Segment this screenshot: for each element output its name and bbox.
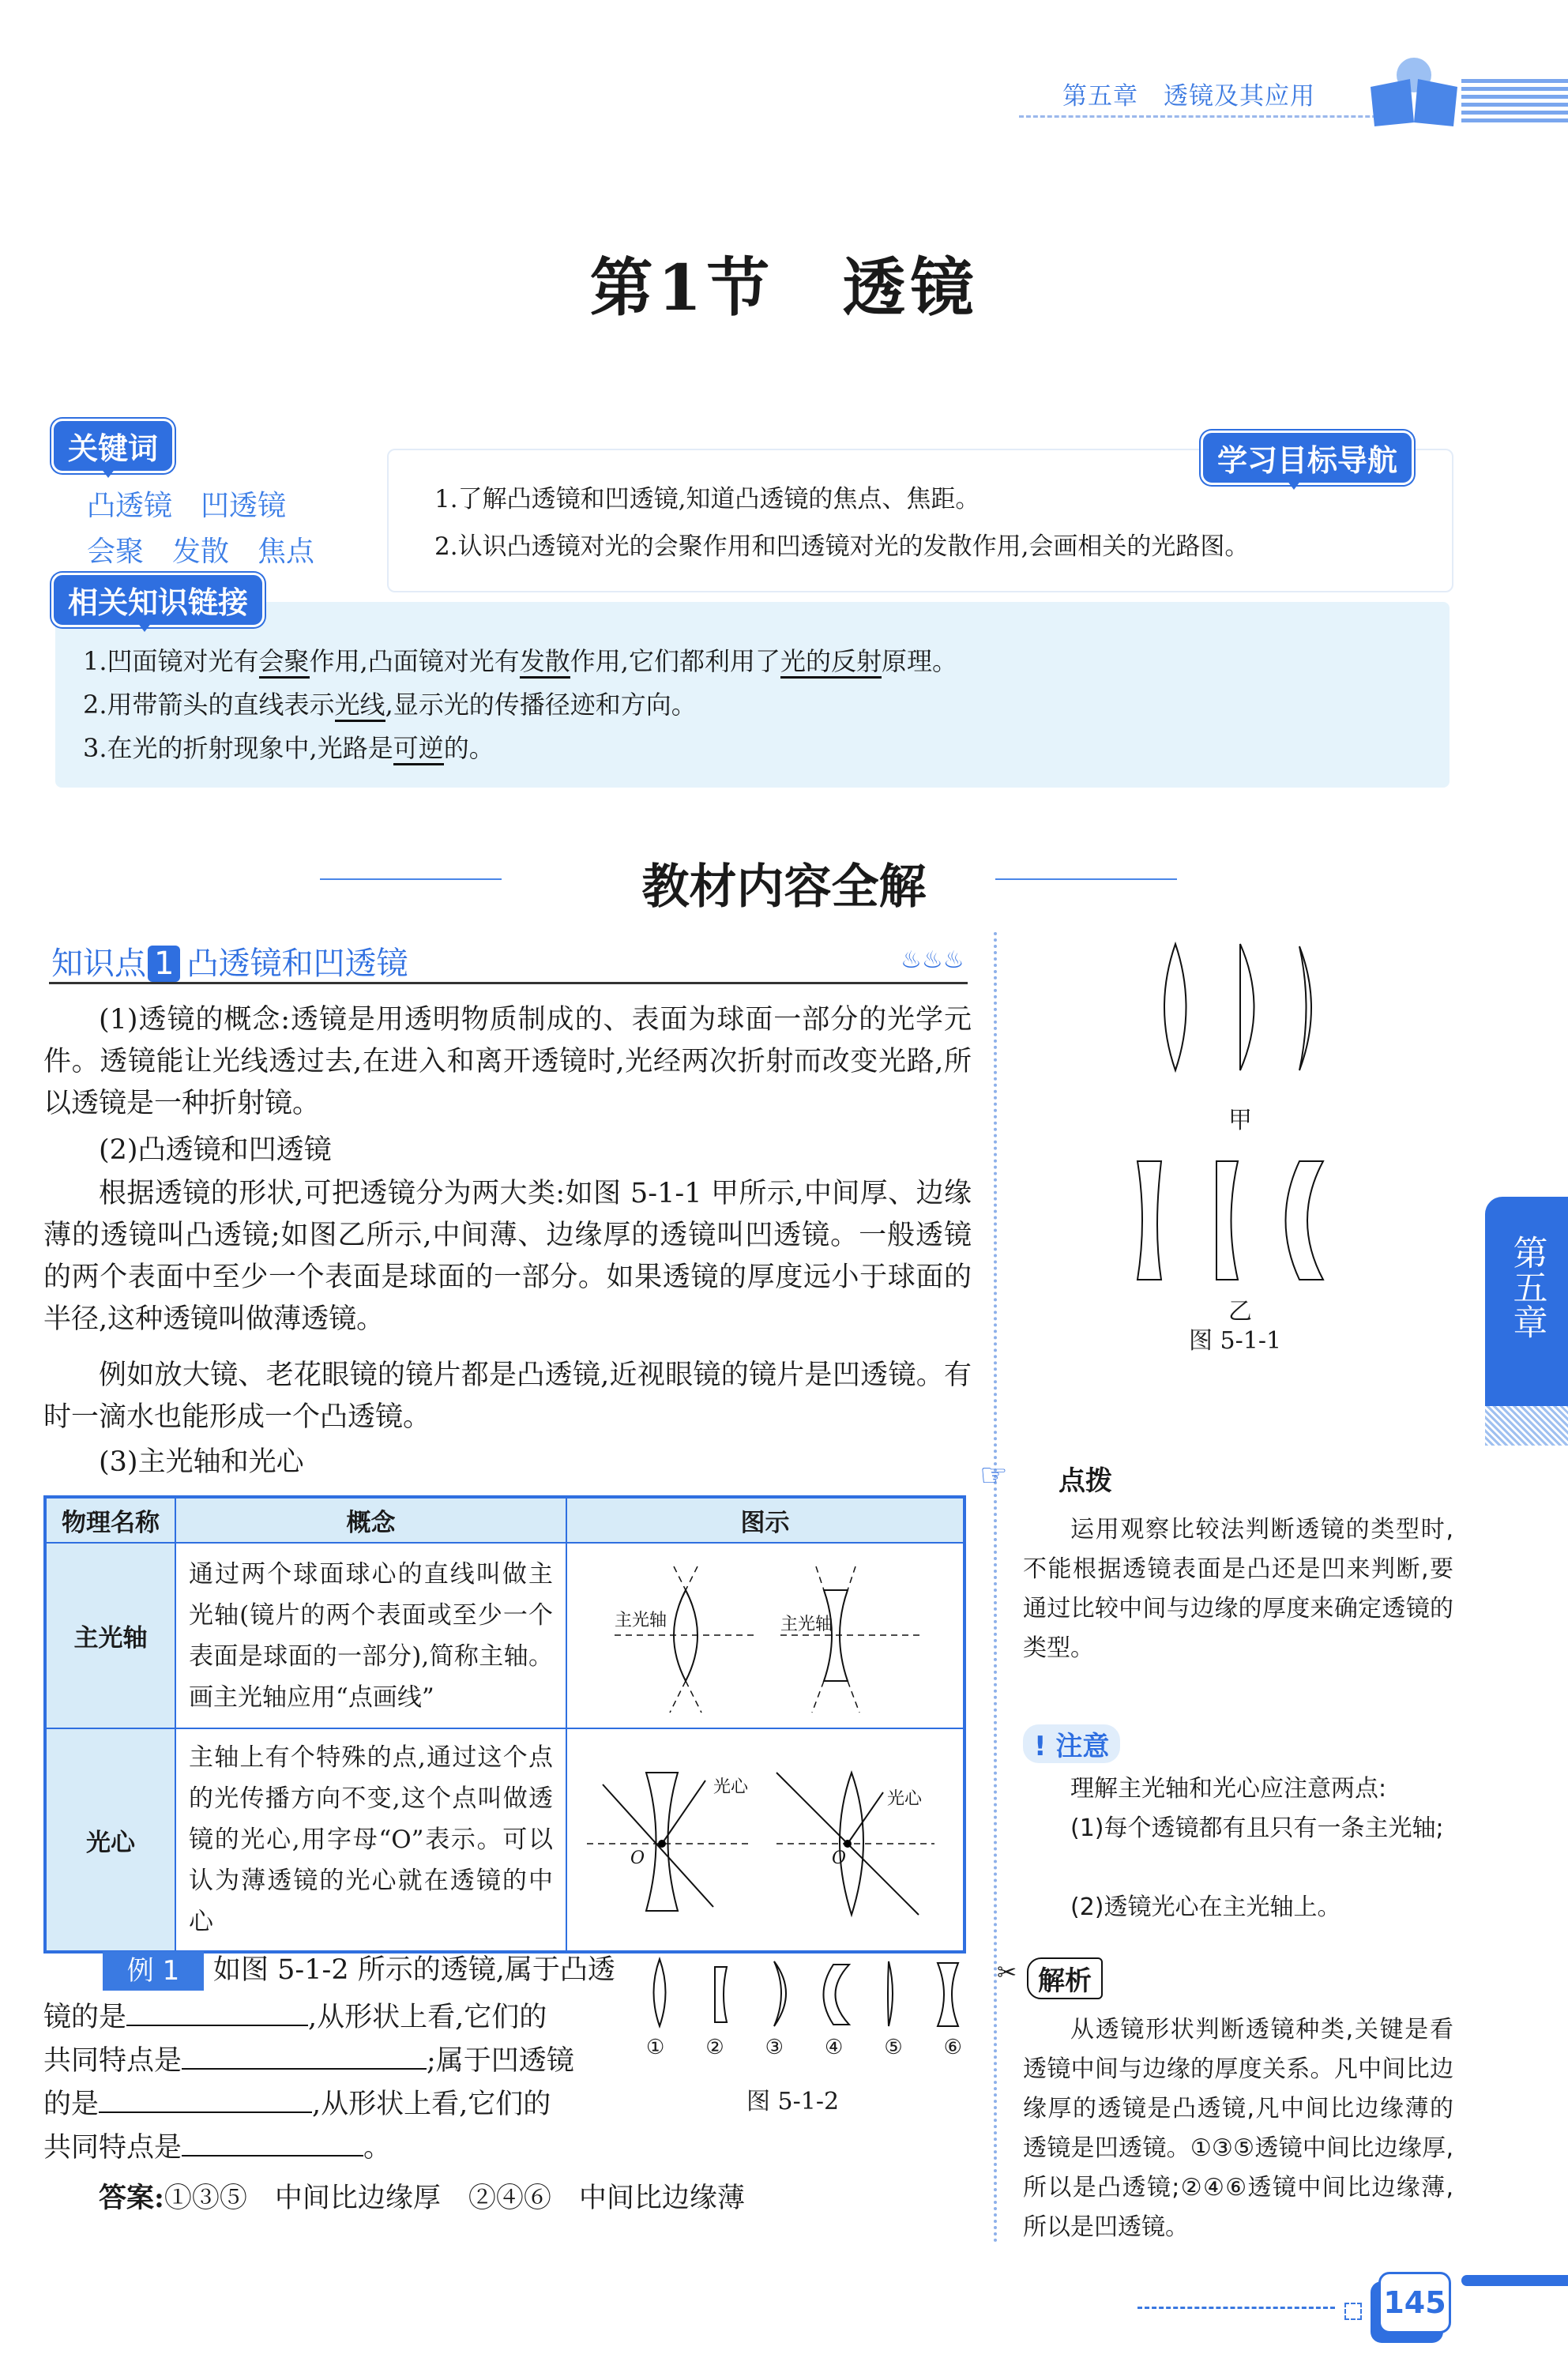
fig-label-a: 甲 [1228, 1107, 1252, 1134]
header-chapter: 第五章 [1062, 82, 1138, 111]
th-concept: 概念 [175, 1497, 566, 1543]
tip-text: 运用观察比较法判断透镜的类型时,不能根据透镜表面是凸还是凹来判断,要通过比较中间与边缘的厚度来确定透镜的类型。 [1023, 1516, 1453, 1662]
page-number: 145 [1378, 2272, 1451, 2333]
fig-caption: 图 5-1-1 [1189, 1327, 1282, 1355]
related-item-2: 2.用带箭头的直线表示光线,显示光的传播径迹和方向。 [83, 685, 697, 721]
goals-badge: 学习目标导航 [1201, 431, 1414, 485]
keywords-badge: 关键词 [51, 419, 175, 473]
svg-text:光心: 光心 [887, 1789, 923, 1809]
lens-numbers: ① ② ③ ④ ⑤ ⑥ [646, 2036, 962, 2059]
example-line: 共同特点是 ;属于凹透镜 [43, 2040, 628, 2083]
knowledge-point-header: 知识点 1 凸透镜和凹透镜 [51, 946, 408, 982]
row-name: 主光轴 [45, 1543, 175, 1728]
example-line: 的是 ,从形状上看,它们的 [43, 2083, 628, 2126]
chapter-tab[interactable]: 第五章 [1485, 1197, 1568, 1406]
svg-text:光心: 光心 [713, 1777, 749, 1797]
related-item-1: 1.凹面镜对光有会聚作用,凸面镜对光有发散作用,它们都利用了光的反射原理。 [83, 641, 957, 678]
kp-title: 凸透镜和凹透镜 [186, 946, 408, 982]
row-concept: 主轴上有个特殊的点,通过这个点的光传播方向不变,这个点叫做透镜的光心,用字母“O”表示。可以认为薄透镜的光心就在透镜的中心 [175, 1728, 566, 1952]
fig-caption: 图 5-1-2 [746, 2088, 840, 2115]
related-item-3: 3.在光的折射现象中,光路是可逆的。 [83, 728, 494, 765]
flame-rating-icon: ♨♨♨ [901, 946, 964, 974]
optical-center-diagram [566, 1728, 964, 1952]
chapter-tab-hatch [1485, 1406, 1568, 1446]
goal-item: 1.了解凸透镜和凹透镜,知道凸透镜的焦点、焦距。 [434, 485, 980, 513]
answer-line: 答案:①③⑤ 中间比边缘厚 ②④⑥ 中间比边缘薄 [99, 2182, 745, 2214]
note-label: ! 注意 [1023, 1724, 1120, 1763]
svg-text:O: O [832, 1848, 847, 1868]
answer-blank[interactable] [182, 2128, 363, 2157]
example-line: 共同特点是 。 [43, 2126, 628, 2170]
example-badge: 例 1 [103, 1951, 204, 1991]
footer-line [1137, 2307, 1335, 2309]
analysis-label: 解析 [1027, 1957, 1103, 1999]
page-title: 第1节 透镜 [589, 250, 979, 325]
note-line: 理解主光轴和光心应注意两点: [1070, 1775, 1387, 1803]
scissors-icon: ✂ [997, 1959, 1017, 1987]
header-stripes [1461, 79, 1568, 122]
svg-text:O: O [630, 1848, 645, 1868]
footer-square [1344, 2303, 1362, 2320]
concept-table [43, 1495, 966, 1953]
paragraph: (1)透镜的概念:透镜是用透明物质制成的、表面为球面一部分的光学元件。透镜能让光线透过去,在进入和离开透镜时,光经两次折射而改变光路,所以透镜是一种折射镜。 [43, 1004, 972, 1119]
paragraph: 例如放大镜、老花眼镜的镜片都是凸透镜,近视眼镜的镜片是凹透镜。有时一滴水也能形成一个凸透镜。 [43, 1359, 972, 1433]
reading-mascot-icon [1363, 51, 1465, 130]
running-header [1062, 76, 1315, 111]
answer-blank[interactable] [99, 2085, 312, 2113]
kp-number: 1 [148, 946, 180, 982]
exclamation-icon: ! [1034, 1731, 1047, 1762]
fig-label-b: 乙 [1228, 1298, 1252, 1326]
figure-5-1-2 [644, 1955, 960, 2034]
header-chapter-title: 透镜及其应用 [1164, 82, 1315, 111]
analysis-text: 从透镜形状判断透镜种类,关键是看透镜中间与边缘的厚度关系。凡中间比边缘厚的透镜是凸透镜,凡中间比边缘薄的透镜是凹透镜。①③⑤透镜中间比边缘厚,所以是凸透镜;②④⑥透镜中间比边缘薄,所以是凹透镜。 [1023, 2016, 1453, 2241]
row-concept: 通过两个球面球心的直线叫做主光轴(镜片的两个表面或至少一个表面是球面的一部分),简称主轴。画主光轴应用“点画线” [175, 1543, 566, 1728]
section-title: 教材内容全解 [641, 859, 927, 915]
footer-bar [1461, 2275, 1568, 2286]
answer-blank[interactable] [182, 2041, 427, 2070]
goal-item: 2.认识凸透镜对光的会聚作用和凹透镜对光的发散作用,会画相关的光路图。 [434, 532, 1250, 561]
column-divider [994, 932, 997, 2243]
paragraph: (2)凸透镜和凹透镜 [99, 1134, 332, 1166]
kp-underline [49, 982, 968, 984]
paragraph: (3)主光轴和光心 [99, 1446, 304, 1478]
tip-label: 点拨 [1058, 1465, 1112, 1497]
pointing-hand-icon: ☞ [980, 1457, 1008, 1494]
answer-blank[interactable] [126, 1998, 308, 2026]
th-diagram: 图示 [566, 1497, 964, 1543]
paragraph: 根据透镜的形状,可把透镜分为两大类:如图 5-1-1 甲所示,中间厚、边缘薄的透镜叫凸透镜;如图乙所示,中间薄、边缘厚的透镜叫凹透镜。一般透镜的两个表面中至少一个表面是球面的一部分。如果透镜的厚度远小于球面的半径,这种透镜叫做薄透镜。 [43, 1178, 972, 1335]
svg-text:主光轴: 主光轴 [780, 1615, 833, 1634]
svg-text:主光轴: 主光轴 [615, 1611, 667, 1630]
th-name: 物理名称 [45, 1497, 175, 1543]
keywords-line-1: 凸透镜 凹透镜 [87, 490, 287, 522]
example-line: 镜的是 ,从形状上看,它们的 [43, 1996, 628, 2040]
keywords-line-2: 会聚 发散 焦点 [87, 536, 315, 568]
note-line: (1)每个透镜都有且只有一条主光轴; [1070, 1814, 1444, 1842]
principal-axis-diagram [566, 1543, 964, 1728]
note-line: (2)透镜光心在主光轴上。 [1070, 1893, 1341, 1921]
header-divider [1019, 115, 1398, 118]
example-text: 如图 5-1-2 所示的透镜,属于凸透 [213, 1954, 615, 1986]
related-knowledge-badge: 相关知识链接 [51, 573, 265, 627]
row-name: 光心 [45, 1728, 175, 1952]
